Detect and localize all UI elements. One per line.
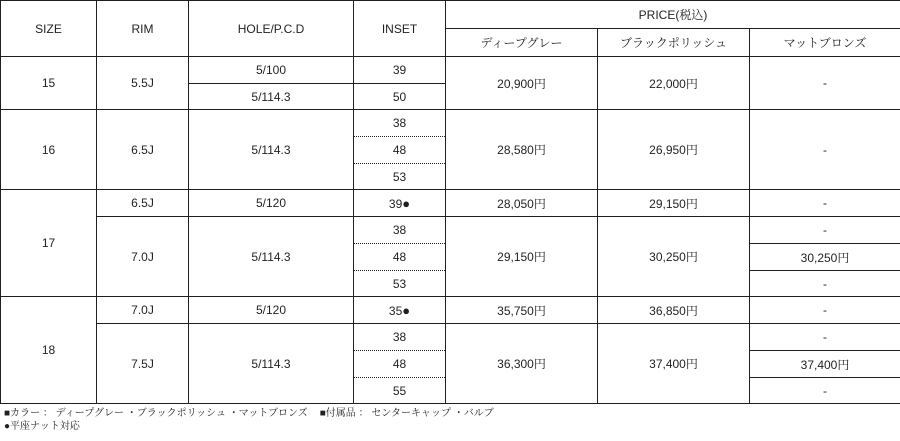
flat-nut-mark-icon: ●	[402, 302, 411, 318]
inset-17b1: 38	[354, 217, 446, 244]
price-18b3-matte-bronze: -	[750, 378, 900, 404]
price-15-matte-bronze: -	[750, 57, 900, 110]
rim-17a: 6.5J	[97, 190, 189, 217]
header-color-matte-bronze: マットブロンズ	[750, 29, 900, 57]
price-17b2-matte-bronze: 30,250円	[750, 244, 900, 271]
inset-17b3: 53	[354, 271, 446, 297]
price-17b-deep-gray: 29,150円	[446, 217, 598, 297]
price-17a-deep-gray: 28,050円	[446, 190, 598, 217]
price-18b-black-polish: 37,400円	[598, 324, 750, 404]
rim-18a: 7.0J	[97, 297, 189, 324]
pcd-17b: 5/114.3	[189, 217, 354, 297]
header-hole-pcd: HOLE/P.C.D	[189, 1, 354, 57]
inset-17b2: 48	[354, 244, 446, 271]
price-17a-matte-bronze: -	[750, 190, 900, 217]
inset-18a	[354, 297, 446, 324]
rim-17b: 7.0J	[97, 217, 189, 297]
inset-17a	[354, 190, 446, 217]
inset-16a: 38	[354, 110, 446, 137]
pcd-15a: 5/100	[189, 57, 354, 84]
size-17: 17	[1, 190, 97, 297]
price-17b-black-polish: 30,250円	[598, 217, 750, 297]
rim-16: 6.5J	[97, 110, 189, 190]
header-rim: RIM	[97, 1, 189, 57]
price-15-black-polish: 22,000円	[598, 57, 750, 110]
price-17a-black-polish: 29,150円	[598, 190, 750, 217]
pcd-18a: 5/120	[189, 297, 354, 324]
note-colors: ■カラー ： ディープグレー ・ブラックポリッシュ ・マットブロンズ	[4, 408, 308, 419]
price-17b1-matte-bronze: -	[750, 217, 900, 244]
header-price: PRICE(税込)	[446, 1, 900, 29]
size-15: 15	[1, 57, 97, 110]
inset-18b2: 48	[354, 351, 446, 378]
inset-18b1: 38	[354, 324, 446, 351]
inset-18a-value: 35	[388, 303, 403, 318]
inset-15b: 50	[354, 84, 446, 110]
rim-18b: 7.5J	[97, 324, 189, 404]
price-18b1-matte-bronze: -	[750, 324, 900, 351]
inset-16c: 53	[354, 164, 446, 190]
note-accessories: ■付属品 ： センターキャップ ・バルブ	[319, 408, 494, 419]
header-inset: INSET	[354, 1, 446, 57]
price-16-deep-gray: 28,580円	[446, 110, 598, 190]
rim-15: 5.5J	[97, 57, 189, 110]
header-color-black-polish: ブラックポリッシュ	[598, 29, 750, 57]
price-15-deep-gray: 20,900円	[446, 57, 598, 110]
pcd-15b: 5/114.3	[189, 84, 354, 110]
inset-16b: 48	[354, 137, 446, 164]
header-color-deep-gray: ディープグレー	[446, 29, 598, 57]
price-17b3-matte-bronze: -	[750, 271, 900, 297]
price-16-black-polish: 26,950円	[598, 110, 750, 190]
inset-18b3: 55	[354, 378, 446, 404]
flat-nut-mark-icon: ●	[402, 195, 411, 211]
price-18b2-matte-bronze: 37,400円	[750, 351, 900, 378]
pcd-18b: 5/114.3	[189, 324, 354, 404]
pcd-17a: 5/120	[189, 190, 354, 217]
footnote-line-1	[4, 407, 896, 420]
size-18: 18	[1, 297, 97, 404]
footnotes	[4, 407, 896, 433]
price-18a-matte-bronze: -	[750, 297, 900, 324]
size-16: 16	[1, 110, 97, 190]
inset-17a-value: 39	[388, 196, 403, 211]
price-18a-deep-gray: 35,750円	[446, 297, 598, 324]
inset-15a: 39	[354, 57, 446, 84]
price-18b-deep-gray: 36,300円	[446, 324, 598, 404]
price-16-matte-bronze: -	[750, 110, 900, 190]
header-size: SIZE	[1, 1, 97, 57]
price-18a-black-polish: 36,850円	[598, 297, 750, 324]
note-flat-nut: ●平座ナット対応	[4, 421, 80, 432]
pcd-16: 5/114.3	[189, 110, 354, 190]
